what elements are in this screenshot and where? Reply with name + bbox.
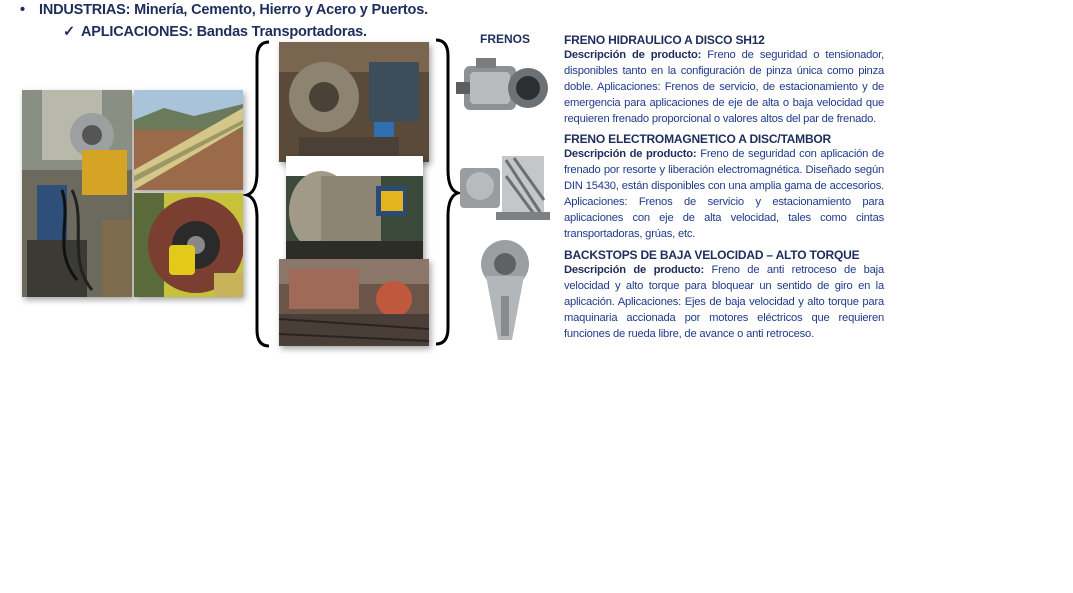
description-text: Freno de seguridad con aplicación de frenado por resorte y liberación electromagnética. Diseñado según DIN 15430, están disponibles con una amplia gama de accesorios. Aplicaciones: Frenos de servicio y estacionamiento para aplicaciones con eje de alta velocidad, tales como cintas transportadoras, grúas, etc. bbox=[564, 148, 884, 240]
photo-conveyor-landscape bbox=[134, 90, 243, 190]
product-title-sh12: FRENO HIDRAULICO A DISCO SH12 bbox=[564, 33, 765, 47]
left-brace-icon bbox=[243, 40, 273, 350]
photo-conveyor-pulley bbox=[286, 156, 423, 259]
industries-heading: INDUSTRIAS: Minería, Cemento, Hierro y Acero y Puertos. bbox=[39, 2, 428, 18]
product-description-sh12 bbox=[564, 48, 884, 128]
frenos-label: FRENOS bbox=[480, 32, 531, 46]
description-label: Descripción de producto: bbox=[564, 148, 697, 160]
bullet-icon: • bbox=[20, 2, 25, 18]
hydraulic-disc-brake-image bbox=[456, 52, 554, 124]
photo-disc-brake bbox=[134, 193, 243, 297]
product-description-electromagnetic bbox=[564, 147, 884, 242]
backstop-image bbox=[476, 236, 534, 344]
photo-drive-station bbox=[279, 259, 429, 346]
product-description-backstop bbox=[564, 263, 884, 343]
description-text: Freno de anti retroceso de baja velocidad y alto torque para bloquear un sentido de giro en la aplicación. Aplicaciones: Ejes de baja velocidad y alto torque para maquinaria accionada por motores eléctricos que requieren funciones de rueda libre, de avance o anti retroceso. bbox=[564, 264, 884, 340]
description-text: Freno de seguridad o tensionador, disponibles tanto en la configuración de pinza única como pinza doble. Aplicaciones: Frenos de servicio, de estacionamiento y de emergencia para aplicaciones de eje de alta o baja velocidad que requieren frenado proporcional o valores altos del par de frenado. bbox=[564, 49, 884, 125]
product-title-electromagnetic: FRENO ELECTROMAGNETICO A DISC/TAMBOR bbox=[564, 132, 832, 146]
product-title-backstop: BACKSTOPS DE BAJA VELOCIDAD – ALTO TORQUE bbox=[564, 248, 860, 262]
photo-hydraulic-unit bbox=[22, 90, 132, 297]
applications-heading: APLICACIONES: Bandas Transportadoras. bbox=[81, 24, 367, 40]
checkmark-icon: ✓ bbox=[63, 24, 75, 40]
photo-brake-installation bbox=[279, 42, 429, 162]
description-label: Descripción de producto: bbox=[564, 49, 702, 61]
electromagnetic-brake-image bbox=[456, 148, 554, 224]
description-label: Descripción de producto: bbox=[564, 264, 704, 276]
